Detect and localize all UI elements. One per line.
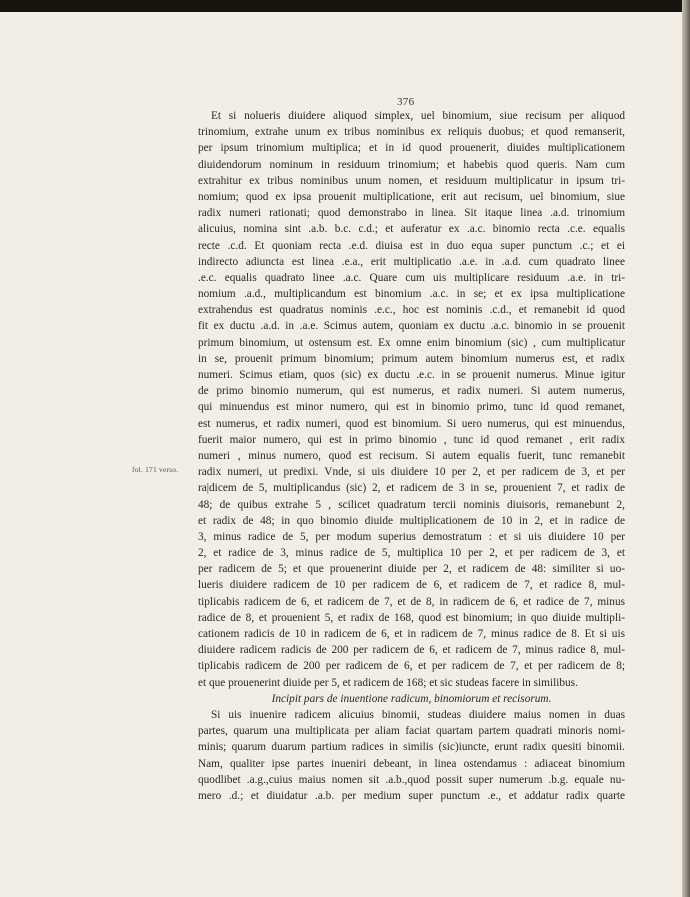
text-line: Si uis inuenire radicem alicuius binomii, studeas diuidere maius nomen in duas <box>211 708 625 721</box>
text-line: et radix de 48; in quo binomio diuide multiplicationem de 10 in 2, et in radice de <box>198 514 625 527</box>
scan-right-edge <box>682 0 690 897</box>
text-line: Nam, qualiter ipse partes inueniri debeant, in linea ostendamus : adiaceat binomium <box>198 757 625 770</box>
text-line: cationem radicis de 10 in radicem de 6, et in radicem de 7, minus radice de 8. Et si uis <box>198 628 625 640</box>
text-line: in se, prouenit primum binomium; primum autem binomium numerus est, et radix <box>198 352 625 365</box>
text-line: primum binomium, ut ostensum est. Ex omne enim binomium (sic) , cum multiplicatur <box>198 336 625 349</box>
text-line: recte .c.d. Et quoniam recta .e.d. diuisa est in duo equa super punctum .c.; et ei <box>198 239 625 252</box>
text-line: de primo binomio numerum, qui est numerus, et radix numeri. Si autem numerus, <box>198 385 625 398</box>
text-line: et que prouenerint diuide per 5, et radicem de 168; et sic studeas facere in similibus. <box>198 676 578 689</box>
text-line: numeri. Scimus etiam, quos (sic) ex ductu .e.c. in se prouenit numerus. Minue igitur <box>198 369 625 381</box>
text-line: Et si nolueris diuidere aliquod simplex, uel binomium, siue recisum per aliquod <box>211 110 625 122</box>
text-line: tiplicabis radicem de 6, et radicem de 7, et de 8, in radicem de 6, et radice de 7, minus <box>198 595 625 608</box>
text-line: trinomium, extrahe unum ex tribus nominibus ex reliquis duobus; et quod remanserit, <box>198 126 625 139</box>
text-line: radix numeri, ut predixi. Vnde, si uis diuidere 10 per 2, et per radicem de 3, et per <box>198 466 625 479</box>
text-line: 2, et radice de 3, minus radice de 5, multiplica 10 per 2, et per radicem de 3, et <box>198 547 625 560</box>
text-line: fuerit maior numero, qui est in primo binomio , tunc id quod remanet , erit radix <box>198 433 625 446</box>
text-line: ra|dicem de 5, multiplicandus (sic) 2, et radicem de 3 in se, prouenient 7, et radix de <box>198 482 625 495</box>
text-line: radix numeri rationati; quod demonstrabo in linea. Sit itaque linea .a.d. trinomium <box>198 207 625 220</box>
text-line: radice de 8, et prouenient 5, et radix de 168, quod est binomium; in quo diuide multipli- <box>198 611 625 624</box>
text-line: diuidere radicem radicis de 200 per radicem de 6, et radicem de 7, minus radice 8, mul- <box>198 644 625 657</box>
text-line: tiplicabis radicem de 200 per radicem de 6, et per radicem de 7, et per radicem de 8; <box>198 660 625 673</box>
scan-top-border <box>0 0 690 12</box>
text-line: alicuius, nomina sint .a.b. b.c. c.d.; et auferatur ex .a.c. binomio recta .c.e. equalis <box>198 223 625 236</box>
text-line: est numerus, et radix numeri, quod est binomium. Si uero numerus, qui est minuendus, <box>198 417 625 430</box>
text-line: diuidendorum nominum in residuum trinomium; et habebis quod queris. Nam cum <box>198 158 625 171</box>
text-line: nomium .a.d., multiplicandum est binomium .a.c. in se; et ex ipsa multiplicatione <box>198 288 625 301</box>
text-line: per radicem de 5; et que prouenerint diuide per 2, et radicem de 48: similiter si uo- <box>198 563 625 576</box>
text-line: fit ex ductu .a.d. in .a.e. Scimus autem, quoniam ex ductu .a.c. binomio in se prouenit <box>198 320 625 333</box>
text-line: .e.c. equalis quadrato linee .a.c. Quare cum uis multiplicare residuum .a.e. in tri- <box>198 271 625 284</box>
body-text <box>198 108 625 804</box>
section-heading: Incipit pars de inuentione radicum, binomiorum et recisorum. <box>271 692 552 705</box>
text-line: quodlibet .a.g.,cuius maius nomen sit .a.b.,quod possit super numerum .b.g. equale nu- <box>198 773 625 786</box>
text-line: indirecto adiuncta est linea .e.a., erit multiplicatio .a.e. in .a.d. cum quadrato linee <box>198 255 625 268</box>
text-line: lueris diuidere radicem de 10 per radicem de 6, et radicem de 7, et radice 8, mul- <box>198 579 625 592</box>
text-line: extrahendus est quadratus nominis .e.c., hoc est nominis .c.d., et remanebit id quod <box>198 304 625 317</box>
text-line: partes, quarum una multiplicata per aliam faciat quartam partem quadrati minoris nomi- <box>198 725 625 738</box>
text-line: extrahitur ex tribus nominibus unum nomen, et residuum multiplicatur in ipsum tri- <box>198 174 625 187</box>
text-line: nomium; quod ex ipsa prouenit multiplicatione, erit aut recisum, uel binomium, siue <box>198 190 625 203</box>
text-line: numeri , minus numero, quod est recisum. Si autem equalis fuerit, tunc remanebit <box>198 449 625 462</box>
text-line: mero .d.; et diuidatur .a.b. per medium super punctum .e., et addatur radix quarte <box>198 789 625 802</box>
text-line: 48; de quibus extrahe 5 , scilicet quadratum tercii nominis diuisoris, remanebunt 2, <box>198 498 625 511</box>
margin-note: fol. 171 verso. <box>132 465 179 474</box>
page-number: 376 <box>397 96 415 108</box>
text-line: minis; quarum duarum partium radices in similis (sic)iuncte, erunt radix quesiti binomii. <box>198 741 625 754</box>
text-line: 3, minus radice de 5, per modum superius demostratum : et si uis diuidere 10 per <box>198 530 625 543</box>
text-line: per ipsum trinomium multiplica; et in id quod prouenerit, diuides multiplicationem <box>198 142 625 155</box>
text-line: qui minuendus est minor numero, qui est in binomio primo, tunc id quod remanet, <box>198 401 625 414</box>
